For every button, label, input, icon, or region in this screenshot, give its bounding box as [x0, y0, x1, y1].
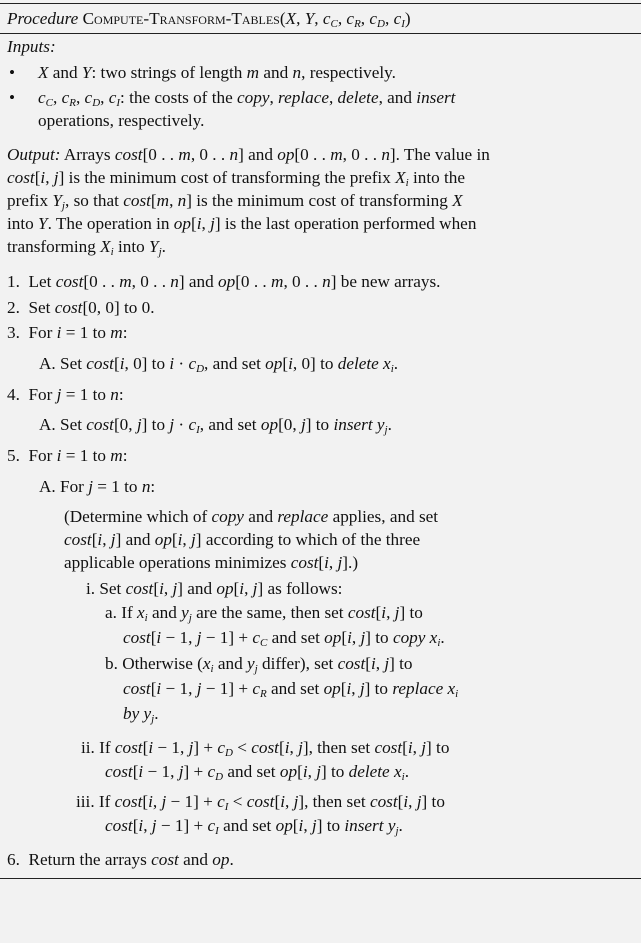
step-5a-note-1: (Determine which of copy and replace applies, and set [64, 507, 439, 526]
inputs-label: Inputs: [7, 37, 56, 56]
step-5a-note-2: cost[i, j] and op[i, j] according to which of the three [64, 530, 421, 549]
step-6: 6. Return the arrays cost and op. [7, 850, 234, 869]
step-5a-iii-1: iii. If cost[i, $j - 1] + c_I < \cos t[i$, j], then set cost[i, j] to [76, 792, 445, 813]
step-5a-note-3: applicable operations minimizes cost[i, j].) [64, 553, 359, 572]
bullet-icon: • [9, 88, 16, 107]
output-line-2: cost[i, j] is the minimum cost of transforming the prefix $X_i$ into the [7, 168, 466, 189]
step-3a: A. Set cost[i, 0] to $i \cdot c_D$, and set op[i, 0] to delete $x_i$. [39, 354, 399, 375]
procedure-header: Procedure Compute-Transform-Tables(X, Y, $c_C$, $c_R$, $c_D$, $c_I$) [7, 9, 411, 30]
step-5a-i-a-1: a. If $x_i$ and $y_j$ are the same, then set cost[i, j] to [105, 603, 423, 624]
step-5a: A. For j = 1 to n: [39, 477, 156, 496]
procedure-name: Compute-Transform-Tables [82, 9, 280, 28]
output-line-3: prefix $Y_j$, so that cost[m, n] is the minimum cost of transforming X [7, 191, 463, 212]
step-5a-iii-2: cost[i, $j - 1] + c_I$ and set op[i, j] to insert $y_j$. [105, 816, 403, 837]
output-line-1: Output: Arrays cost[0 . . m, 0 . . n] and op[0 . . m, 0 . . n]. The value in [7, 145, 490, 164]
step-3: 3. For i = 1 to m: [7, 323, 128, 342]
step-4: 4. For j = 1 to n: [7, 385, 124, 404]
header-rule [0, 33, 641, 34]
procedure-keyword: Procedure [7, 9, 79, 28]
top-rule [0, 3, 641, 4]
step-4a: A. Set cost[0, j] to $j \cdot c_I$, and set op[0, j] to insert $y_j$. [39, 415, 392, 436]
step-5a-ii-2: cost[i − 1, $j] + c_D$ and set op[i, j] to delete $x_i$. [105, 762, 409, 783]
bullet-icon: • [9, 63, 16, 82]
input-item-strings: X and Y: two strings of length m and n, respectively. [38, 63, 396, 82]
output-line-4: into Y. The operation in op[i, j] is the last operation performed when [7, 214, 477, 233]
step-5a-i-b-3: by $y_j$. [123, 704, 159, 725]
step-1: 1. Let cost[0 . . m, 0 . . n] and op[0 . . m, 0 . . n] be new arrays. [7, 272, 441, 291]
bottom-rule [0, 878, 641, 879]
input-item-costs-cont: operations, respectively. [38, 111, 205, 130]
step-5a-i: i. Set cost[i, j] and op[i, j] as follows: [86, 579, 343, 598]
step-5: 5. For i = 1 to m: [7, 446, 128, 465]
step-5a-ii-1: ii. If cost[i − 1, $j] + c_D < \cos t[i$, j], then set cost[i, j] to [81, 738, 450, 759]
step-5a-i-b-2: cost[i − 1, $j - 1] + c_R$ and set op[i, j] to replace $x_i$ [123, 679, 459, 700]
step-2: 2. Set cost[0, 0] to 0. [7, 298, 155, 317]
output-line-5: transforming $X_i$ into $Y_j$. [7, 237, 166, 258]
step-5a-i-b-1: b. Otherwise ($x_i$ and $y_j$ differ), set cost[i, j] to [105, 654, 413, 675]
step-5a-i-a-2: cost[i − 1, $j - 1] + c_C$ and set op[i, j] to copy $x_i$. [123, 628, 445, 649]
input-item-costs: $c_C$, $c_R$, $c_D$, $c_I$: the costs of the copy, replace, delete, and insert [38, 88, 456, 109]
